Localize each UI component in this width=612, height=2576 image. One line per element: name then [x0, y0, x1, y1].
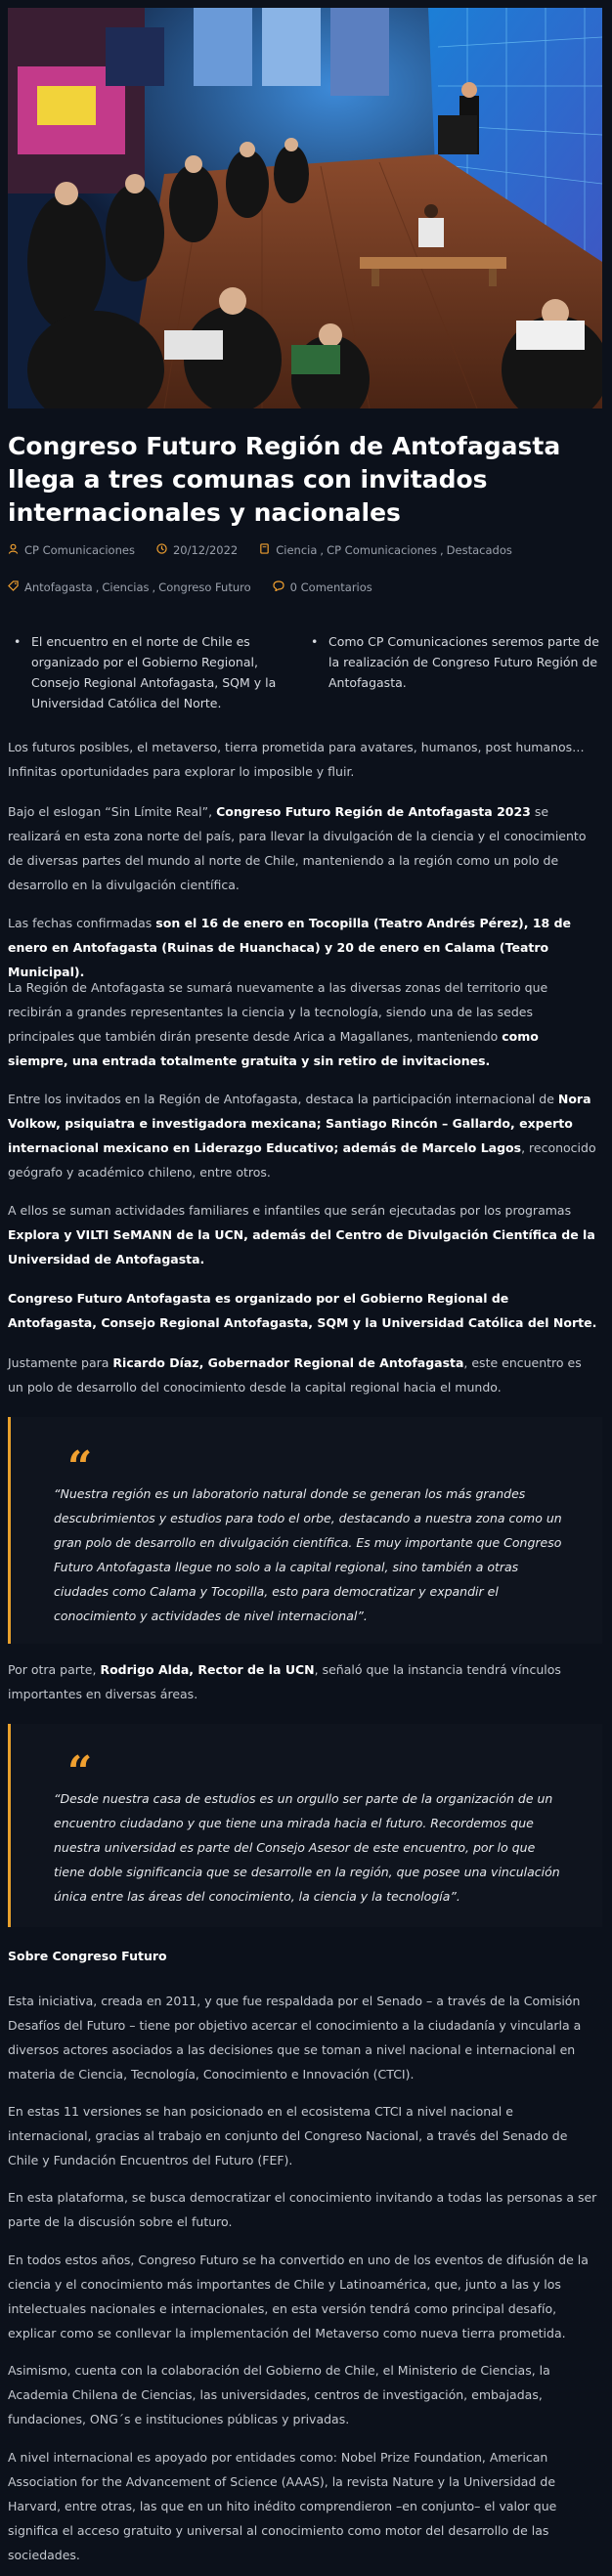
category-link[interactable]: CP Comunicaciones — [327, 543, 438, 557]
article-meta — [8, 543, 534, 557]
category-link[interactable]: Destacados — [446, 543, 512, 557]
text: Entre los invitados en la Región de Antofagasta, destaca la participación internacional de — [8, 1092, 558, 1106]
bullet-item: • Como CP Comunicaciones seremos parte de la realización de Congreso Futuro Región de Antofagasta. — [311, 631, 602, 693]
comments-link[interactable] — [273, 580, 372, 594]
paragraph: Asimismo, cuenta con la colaboración del Gobierno de Chile, el Ministerio de Ciencias, la Academia Chilena de Ciencias, las universidades, centros de investigación, embajadas, fundaciones, ONG´s e instituciones públicas y privadas. — [8, 2363, 550, 2426]
paragraph — [8, 799, 600, 897]
paragraph — [8, 1286, 600, 1335]
user-icon — [8, 543, 19, 557]
bullet-item: • El encuentro en el norte de Chile es organizado por el Gobierno Regional, Consejo Regional Antofagasta, SQM y la Universidad Católica del Norte. — [14, 631, 305, 713]
bold-text: Congreso Futuro Región de Antofagasta 2023 — [216, 804, 531, 819]
paragraph: En esta plataforma, se busca democratizar el conocimiento invitando a todas las personas a ser parte de la discusión sobre el futuro. — [8, 2190, 597, 2229]
text: Bajo el eslogan “Sin Límite Real”, — [8, 804, 217, 819]
paragraph — [8, 975, 600, 1073]
author-link[interactable] — [8, 543, 135, 557]
quote-text: “Desde nuestra casa de estudios es un orgullo ser parte de la organización de un encuentro ciudadano y que tiene una mirada hacia el futuro. Recordemos que nuestra universidad es parte del Consejo Asesor de este encuentro, por lo que tiene doble significancia que se desarrolle en la región, que posee una vinculación única entre las áreas del conocimiento, la ciencia y la tecnología”. — [54, 1791, 560, 1904]
tag-icon — [8, 580, 19, 594]
paragraph: En todos estos años, Congreso Futuro se ha convertido en uno de los eventos de difusión de la ciencia y el conocimiento más importantes de Chile y Latinoamérica, que, junto a las y los intelectuales nacionales e internacionales, en esta versión tendrá como principal desafío, explicar como se conllevar la implementación del Metaverso como nueva tierra prometida. — [8, 2253, 589, 2340]
article-title: Congreso Futuro Región de Antofagasta llega a tres comunas con invitados internacionales y nacionales — [8, 432, 561, 527]
blockquote — [8, 1417, 602, 1644]
tags: Antofagasta , Ciencias , Congreso Futuro — [8, 580, 251, 594]
clock-icon — [156, 543, 167, 557]
paragraph: Los futuros posibles, el metaverso, tierra prometida para avatares, humanos, post humanos… Infinitas oportunidades para explorar lo imposible y fluir. — [8, 740, 585, 779]
bold-text: Congreso Futuro Antofagasta es organizado por el Gobierno Regional de Antofagasta, Consejo Regional Antofagasta, SQM y la Universidad Católica del Norte. — [8, 1291, 597, 1330]
folder-icon — [259, 543, 270, 557]
text: Por otra parte, — [8, 1662, 101, 1677]
paragraph — [8, 1198, 600, 1271]
text: se realizará en esta zona norte del país, para llevar la divulgación de la ciencia y el conocimiento de diversas partes del mundo al norte de Chile, manteniendo a la región como un polo de desarrollo en la divulgación científica. — [8, 804, 587, 892]
tag-link[interactable]: Antofagasta — [24, 580, 93, 594]
bullet-list-right — [305, 631, 602, 713]
summary-bullets — [8, 631, 602, 713]
text: La Región de Antofagasta se sumará nuevamente a las diversas zonas del territorio que recibirán a grandes representantes la ciencia y la tecnología, siendo una de las sedes principales que también dirán presente desde Arica a Magallanes, manteniendo — [8, 980, 548, 1044]
tag-link[interactable]: Ciencias — [102, 580, 150, 594]
hero-photo — [8, 8, 602, 408]
bold-text: como siempre, una entrada totalmente gratuita y sin retiro de invitaciones. — [8, 1029, 539, 1068]
paragraph — [8, 1087, 600, 1184]
quote-icon: “ — [67, 1747, 93, 1797]
paragraph: Esta iniciativa, creada en 2011, y que fue respaldada por el Senado – a través de la Comisión Desafíos del Futuro – tiene por objetivo acercar el conocimiento a la ciudadanía y vincularla a diversos actores asociados a las decisiones que se toman a nivel nacional e internacional en materia de Ciencia, Tecnología, Conocimiento e Innovación (CTCI). — [8, 1994, 582, 2082]
bold-text: Nora Volkow, psiquiatra e investigadora mexicana; Santiago Rincón – Gallardo, experto internacional mexicano en Liderazgo Educativo; además de Marcelo Lagos — [8, 1092, 591, 1155]
section-heading: Sobre Congreso Futuro — [8, 1949, 167, 1963]
text: Las fechas confirmadas — [8, 916, 156, 930]
category-link[interactable]: Ciencia — [276, 543, 318, 557]
article-tags-meta — [8, 580, 394, 594]
quote-text: “Nuestra región es un laboratorio natural donde se generan los más grandes descubrimientos y estudios para todo el orbe, destacando a nuestra zona como un gran polo de desarrollo en divulgación científica. Es muy importante que Congreso Futuro Antofagasta llegue no solo a la capital regional, sino también a otras ciudades como Calama y Tocopilla, esto para democratizar y expandir el conocimiento y actividades de nivel internacional”. — [54, 1486, 562, 1623]
text: A ellos se suman actividades familiares e infantiles que serán ejecutadas por los programas — [8, 1203, 572, 1218]
tag-link[interactable]: Congreso Futuro — [158, 580, 251, 594]
text: , este encuentro es un polo de desarrollo del conocimiento desde la capital regional hacia el mundo. — [8, 1355, 582, 1395]
categories: Ciencia , CP Comunicaciones , Destacados — [259, 543, 512, 557]
bullet-list-left — [8, 631, 305, 713]
bold-text: Rodrigo Alda, Rector de la UCN — [100, 1662, 315, 1677]
text: , reconocido geógrafo y académico chileno, entre otros. — [8, 1140, 596, 1180]
author-name: CP Comunicaciones — [24, 543, 135, 557]
paragraph — [8, 1657, 600, 1706]
date-text: 20/12/2022 — [172, 543, 239, 557]
bold-text: Explora y VILTI SeMANN de la UCN, además del Centro de Divulgación Científica de la Universidad de Antofagasta. — [8, 1227, 595, 1267]
text: , señaló que la instancia tendrá vínculos importantes en diversas áreas. — [8, 1662, 561, 1701]
paragraph — [8, 911, 600, 984]
hero-photo-illustration — [8, 8, 602, 408]
comment-icon — [273, 580, 284, 594]
quote-icon: “ — [67, 1442, 93, 1492]
comments-count: 0 Comentarios — [289, 580, 372, 594]
bold-text: son el 16 de enero en Tocopilla (Teatro Andrés Pérez), 18 de enero en Antofagasta (Ruinas de Huanchaca) y 20 de enero en Calama (Teatro Municipal). — [8, 916, 572, 979]
text: Justamente para — [8, 1355, 113, 1370]
blockquote — [8, 1724, 602, 1927]
date — [156, 543, 238, 557]
paragraph — [8, 1351, 600, 1399]
bold-text: Ricardo Díaz, Gobernador Regional de Antofagasta — [112, 1355, 464, 1370]
paragraph: En estas 11 versiones se han posicionado en el ecosistema CTCI a nivel nacional e internacional, gracias al trabajo en conjunto del Congreso Nacional, a través del Senado de Chile y Fundación Encuentros del Futuro (FEF). — [8, 2104, 568, 2168]
paragraph: A nivel internacional es apoyado por entidades como: Nobel Prize Foundation, American Association for the Advancement of Science (AAAS), la revista Nature y la Universidad de Harvard, entre otras, las que en un hito inédito comprendieron –en conjunto– el valor que significa el acceso gratuito y universal al conocimiento como motor del desarrollo de las sociedades. — [8, 2450, 557, 2562]
